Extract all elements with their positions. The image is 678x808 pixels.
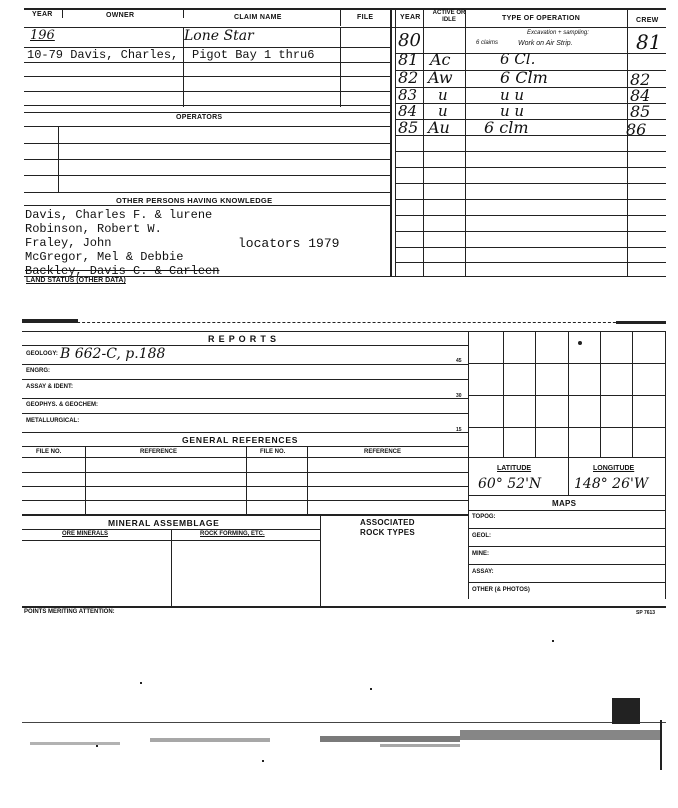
log-year-5: 85 — [398, 118, 419, 137]
person-2: Robinson, Robert W. — [25, 222, 162, 236]
rock-types-label: ROCK TYPES — [360, 528, 416, 537]
scan-bar-right — [616, 321, 666, 324]
maps-assay: ASSAY: — [472, 569, 494, 575]
header-year-2: YEAR — [400, 14, 421, 21]
log-active-5: Au — [428, 118, 450, 137]
col-file-no-2: FILE NO. — [260, 449, 286, 455]
col-reference-2: REFERENCE — [364, 449, 402, 455]
log-year-4: 84 — [398, 102, 418, 120]
col-file-no-1: FILE NO. — [36, 449, 62, 455]
points-meriting-label: POINTS MERITING ATTENTION: — [24, 609, 115, 615]
claim-entry: Pigot Bay 1 thru6 — [192, 48, 315, 62]
maps-title: MAPS — [552, 499, 577, 508]
handwritten-claim: Lone Star — [184, 28, 254, 44]
header-active-idle: ACTIVE OR IDLE — [432, 10, 466, 23]
header-type-of-operation: TYPE OF OPERATION — [502, 15, 581, 22]
land-status-label: LAND STATUS (OTHER DATA) — [26, 277, 126, 284]
latitude-label: LATITUDE — [497, 465, 532, 472]
handwritten-year: 196 — [30, 28, 55, 43]
header-year: YEAR — [32, 11, 53, 18]
owner-entry: 10-79 Davis, Charles, — [27, 48, 179, 62]
other-persons-label: OTHER PERSONS HAVING KNOWLEDGE — [116, 196, 273, 205]
col-reference-1: REFERENCE — [140, 449, 178, 455]
log-crew-0: 81 — [636, 30, 662, 54]
maps-geol: GEOL: — [472, 533, 491, 539]
person-4: McGregor, Mel & Debbie — [25, 250, 184, 264]
maps-mine: MINE: — [472, 551, 489, 557]
log-year-0: 80 — [398, 30, 421, 51]
note-claims: 6 claims — [476, 40, 499, 46]
log-active-2: Aw — [428, 68, 453, 87]
log-op-1: 6 Cl. — [500, 50, 536, 68]
log-crew-4: 85 — [630, 102, 651, 121]
operators-label: OPERATORS — [176, 114, 223, 121]
form-code: SP 7613 — [636, 610, 656, 616]
associated-label: ASSOCIATED — [360, 518, 415, 527]
person-1: Davis, Charles F. & lurene — [25, 208, 213, 222]
log-op-4: u u — [500, 102, 525, 120]
header-crew: CREW — [636, 17, 659, 24]
geology-value: B 662-C, p.188 — [60, 346, 166, 362]
num-30: 30 — [456, 393, 462, 399]
maps-topog: TOPOG: — [472, 514, 496, 520]
log-year-3: 83 — [398, 86, 418, 104]
header-file: FILE — [357, 14, 374, 21]
longitude-label: LONGITUDE — [593, 465, 635, 472]
general-references-title: GENERAL REFERENCES — [182, 435, 299, 445]
note-top: Excavation + sampling: — [527, 30, 589, 36]
num-45: 45 — [456, 358, 462, 364]
log-year-1: 81 — [398, 50, 419, 69]
rock-forming-label: ROCK FORMING, ETC. — [200, 531, 265, 537]
engrg-label: ENGRG: — [26, 368, 50, 374]
num-15: 15 — [456, 427, 462, 433]
log-crew-2: 82 — [630, 70, 651, 89]
maps-other: OTHER (& PHOTOS) — [472, 587, 530, 593]
header-claim-name: CLAIM NAME — [234, 14, 282, 21]
note-work: Work on Air Strip. — [518, 40, 573, 47]
person-3: Fraley, John — [25, 236, 112, 250]
log-year-2: 82 — [398, 68, 419, 87]
assay-label: ASSAY & IDENT: — [26, 384, 74, 390]
log-active-3: u — [438, 86, 448, 104]
grid-dot — [578, 341, 582, 345]
geology-label: GEOLOGY: — [26, 351, 58, 357]
latitude-value: 60° 52'N — [478, 476, 542, 492]
locators-note: locators 1979 — [238, 236, 340, 251]
log-op-5: 6 clm — [484, 118, 529, 137]
log-active-4: u — [438, 102, 448, 120]
log-crew-5: 86 — [626, 120, 647, 139]
log-op-3: u u — [500, 86, 525, 104]
log-crew-3: 84 — [630, 86, 651, 105]
longitude-value: 148° 26'W — [574, 476, 649, 492]
person-5: Backley, Davis C. & Carleen — [25, 264, 220, 278]
log-op-2: 6 Clm — [500, 68, 548, 87]
log-active-1: Ac — [430, 50, 451, 69]
reports-title: R E P O R T S — [208, 334, 277, 344]
ore-minerals-label: ORE MINERALS — [62, 531, 109, 537]
header-owner: OWNER — [106, 12, 135, 19]
geophys-label: GEOPHYS. & GEOCHEM: — [26, 402, 99, 408]
metallurgical-label: METALLURGICAL: — [26, 418, 80, 424]
mineral-assemblage-title: MINERAL ASSEMBLAGE — [108, 518, 220, 528]
